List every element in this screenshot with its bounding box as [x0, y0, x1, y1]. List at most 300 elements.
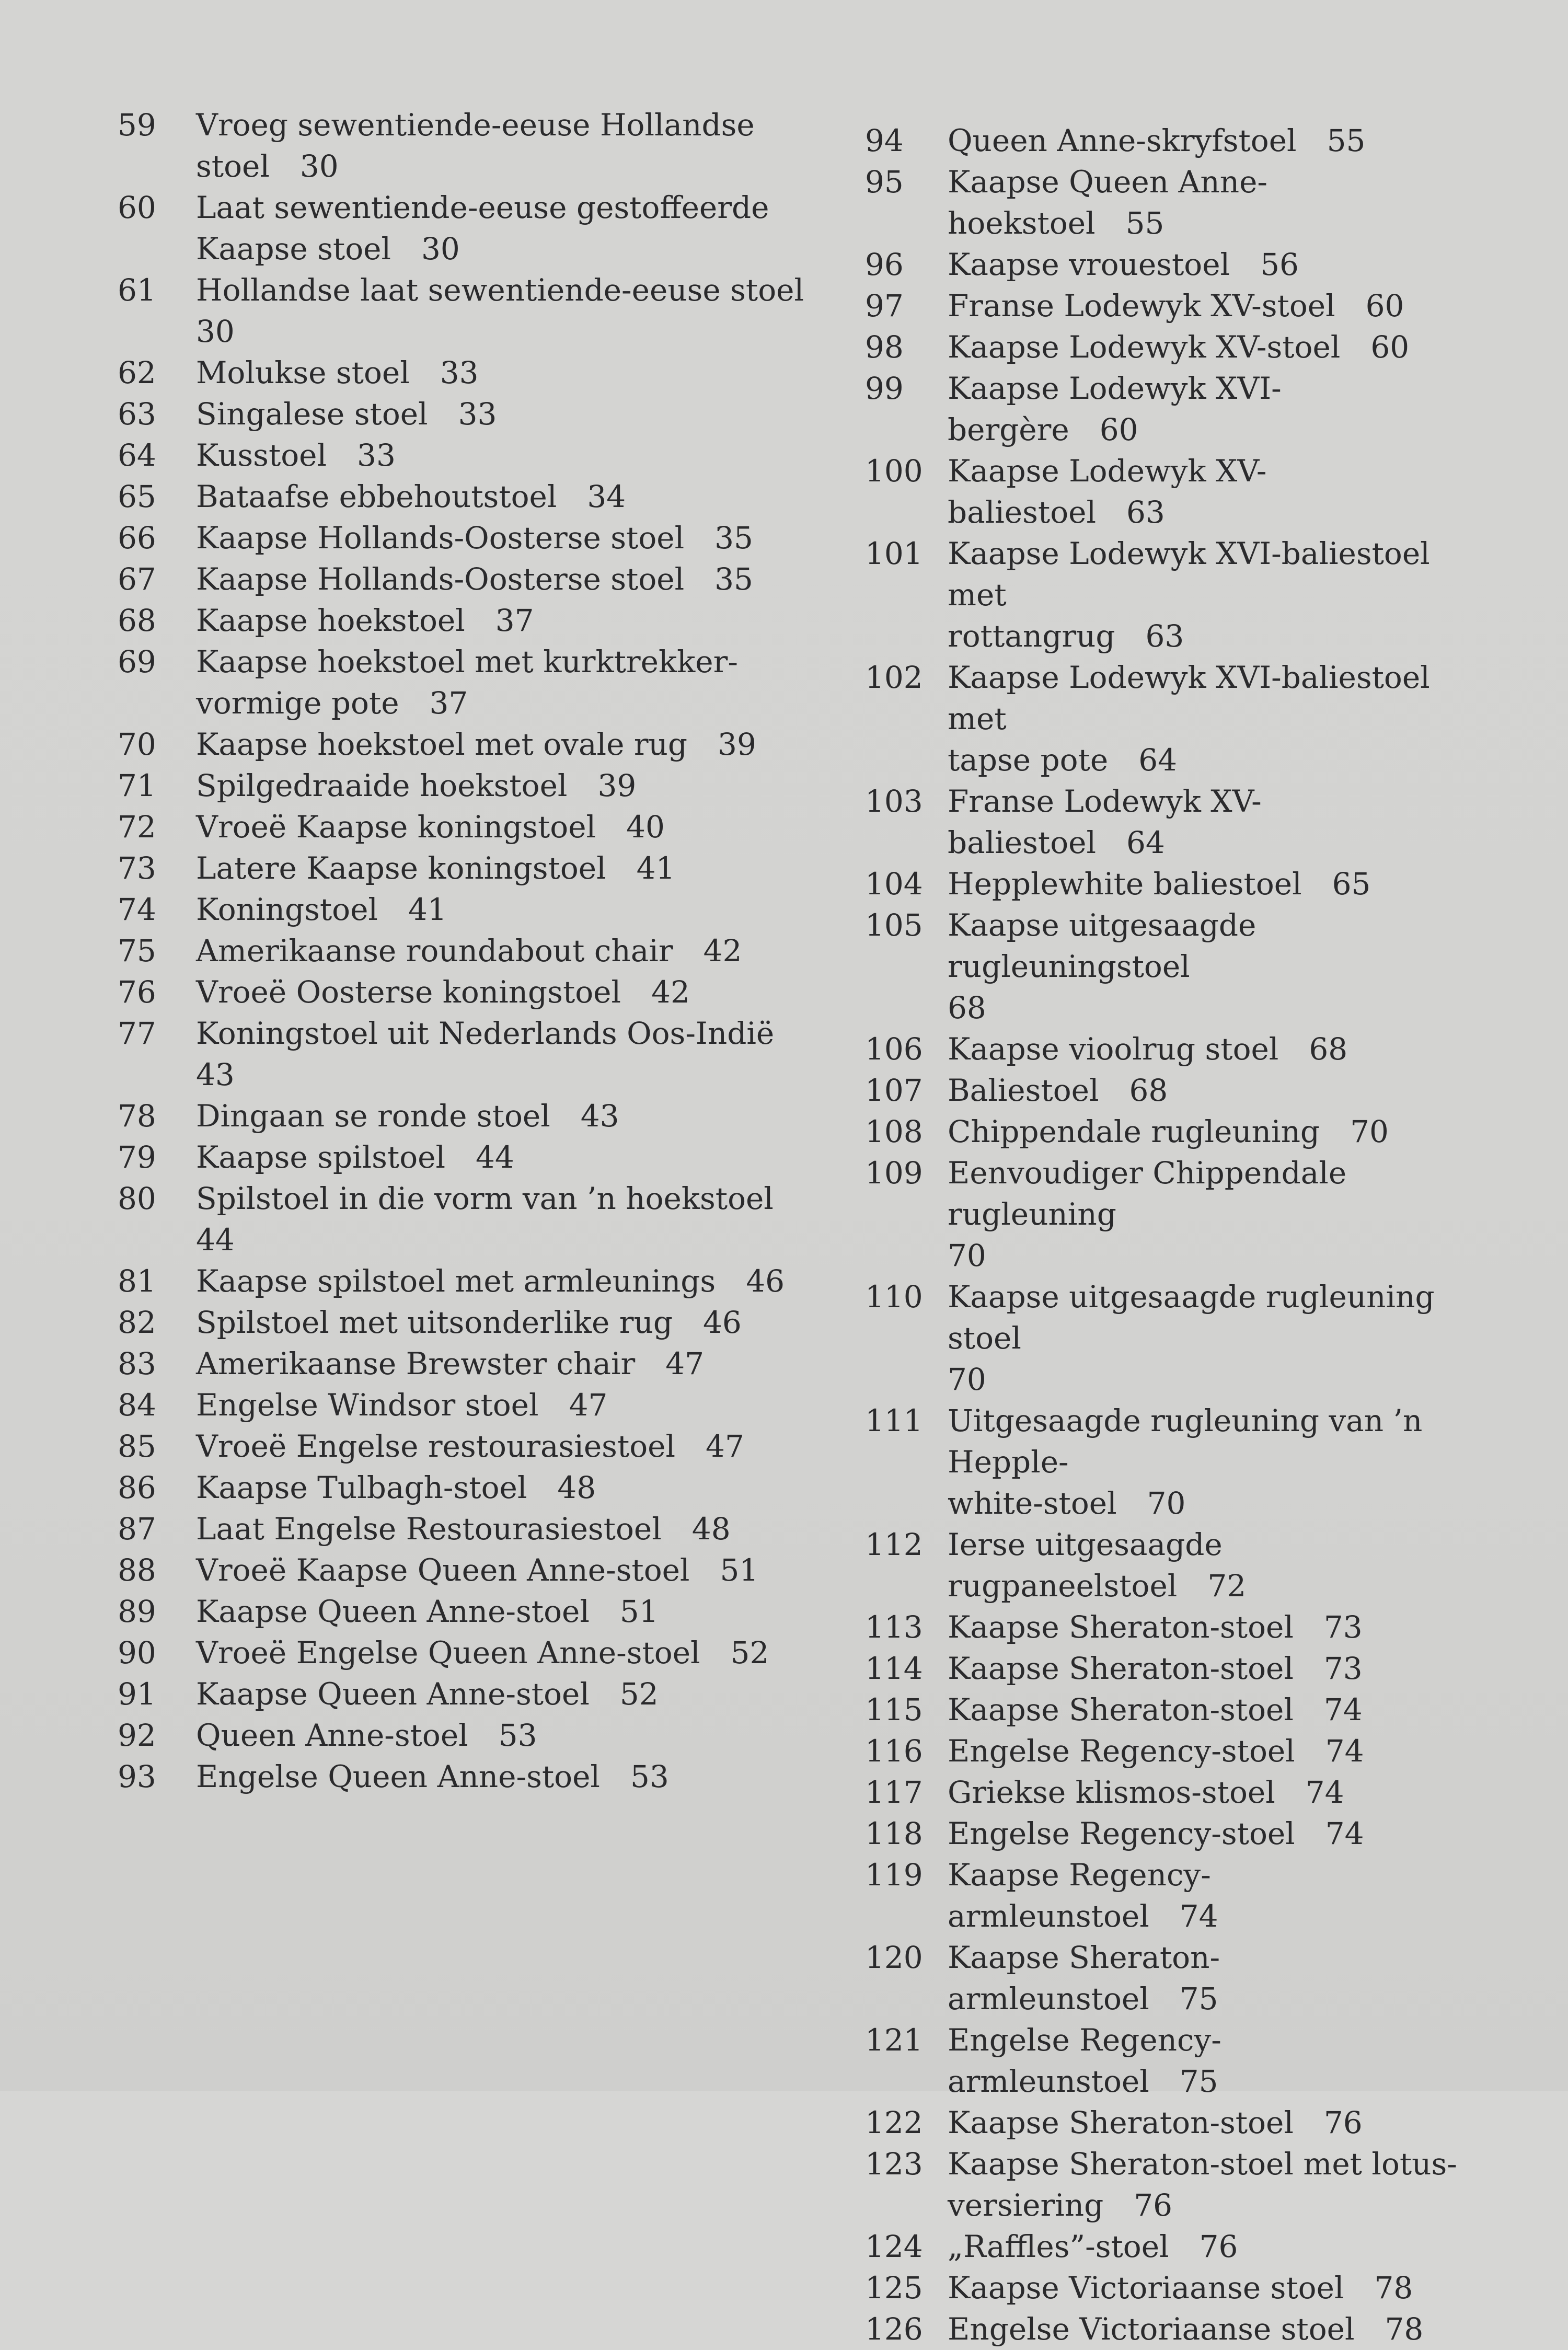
- entry-text: [196, 352, 808, 394]
- entry-number: 116: [865, 1733, 923, 1769]
- entry-title: Engelse Regency-stoel: [948, 1816, 1295, 1851]
- entry-text: [196, 1508, 808, 1550]
- entry-number: 122: [865, 2105, 923, 2140]
- index-entry: [865, 905, 1466, 1029]
- entry-title: Vroeë Kaapse koningstoel: [196, 809, 596, 845]
- entry-text: [948, 1772, 1466, 1813]
- entry-text: [948, 1813, 1466, 1854]
- index-entry: [865, 244, 1466, 285]
- entry-title: Griekse klismos-stoel: [948, 1775, 1275, 1810]
- entry-number: 114: [865, 1651, 923, 1686]
- entry-number: 86: [118, 1470, 156, 1505]
- entry-number: 66: [118, 520, 156, 556]
- entry-page-number: 43: [580, 1098, 619, 1134]
- entry-number: 95: [865, 164, 904, 200]
- entry-page-number: 39: [718, 727, 756, 762]
- entry-page-number: 75: [1179, 2064, 1218, 2099]
- entry-page-number: 64: [1138, 742, 1178, 778]
- entry-title: Molukse stoel: [196, 355, 410, 390]
- entry-title: Spilgedraaide hoekstoel: [196, 768, 568, 803]
- entry-text: [196, 1137, 808, 1178]
- entry-title: Bataafse ebbehoutstoel: [196, 479, 557, 514]
- entry-title: Hepplewhite baliestoel: [948, 866, 1302, 902]
- entry-text: [196, 476, 808, 517]
- entry-title: Kaapse Sheraton-armleunstoel: [948, 1940, 1220, 2017]
- entry-number: 62: [118, 355, 156, 390]
- index-entry: [118, 1756, 808, 1798]
- entry-page-number: 63: [1145, 618, 1184, 654]
- index-entry: [865, 2309, 1466, 2350]
- index-entry: [118, 1385, 808, 1426]
- index-entry: [865, 1854, 1466, 1937]
- entry-title: Kaapse Sheraton-stoel met lotus- versiering: [948, 2146, 1457, 2223]
- entry-text: [196, 641, 808, 724]
- entry-text: [948, 533, 1466, 657]
- entry-title: Vroeë Engelse Queen Anne-stoel: [196, 1635, 700, 1671]
- index-entry: [865, 285, 1466, 327]
- entry-page-number: 70: [948, 1362, 986, 1397]
- entry-number: 108: [865, 1114, 923, 1149]
- entry-page-number: 48: [691, 1511, 731, 1547]
- entry-number: 77: [118, 1016, 156, 1051]
- entry-text: [196, 1426, 808, 1467]
- entry-text: [948, 781, 1466, 863]
- entry-text: [196, 1096, 808, 1137]
- entry-page-number: 68: [1129, 1073, 1168, 1108]
- entry-text: [948, 2309, 1466, 2350]
- entry-title: Kaapse Sheraton-stoel: [948, 1609, 1294, 1645]
- entry-number: 111: [865, 1403, 923, 1438]
- entry-text: [948, 657, 1466, 781]
- entry-text: [196, 1261, 808, 1302]
- index-entry: [865, 1153, 1466, 1276]
- entry-page-number: 70: [1350, 1114, 1389, 1149]
- entry-text: [948, 1689, 1466, 1731]
- entry-text: [948, 451, 1466, 533]
- entry-title: Vroeë Engelse restourasiestoel: [196, 1429, 676, 1464]
- index-entry: [865, 781, 1466, 863]
- entry-page-number: 30: [299, 148, 339, 184]
- index-entry: [865, 1524, 1466, 1607]
- index-entry: [865, 162, 1466, 244]
- index-entry: [865, 1731, 1466, 1772]
- entry-title: Kaapse spilstoel: [196, 1139, 445, 1175]
- entry-page-number: 40: [626, 809, 665, 845]
- entry-text: [196, 517, 808, 559]
- index-entry: [865, 368, 1466, 451]
- entry-text: [948, 285, 1466, 327]
- index-entry: [865, 863, 1466, 905]
- entry-number: 101: [865, 536, 923, 571]
- entry-number: 63: [118, 396, 156, 432]
- entry-text: [196, 270, 808, 352]
- entry-title: Baliestoel: [948, 1073, 1099, 1108]
- entry-title: Kaapse hoekstoel met kurktrekker- vormige pote: [196, 644, 738, 721]
- index-entry: [865, 2226, 1466, 2267]
- entry-text: [948, 1607, 1466, 1648]
- entry-text: [948, 1029, 1466, 1070]
- entry-page-number: 55: [1125, 205, 1165, 241]
- entry-title: Uitgesaagde rugleuning van ’n Hepple- white-stoel: [948, 1403, 1423, 1521]
- entry-page-number: 52: [619, 1676, 659, 1712]
- index-entry: [865, 1689, 1466, 1731]
- entry-number: 105: [865, 907, 923, 943]
- entry-page-number: 51: [720, 1552, 759, 1588]
- entry-number: 119: [865, 1857, 923, 1893]
- index-entry: [865, 533, 1466, 657]
- entry-title: Kaapse Lodewyk XV-stoel: [948, 329, 1341, 365]
- entry-page-number: 42: [651, 974, 690, 1010]
- entry-number: 106: [865, 1031, 923, 1067]
- entry-title: „Raffles”-stoel: [948, 2229, 1169, 2264]
- entry-page-number: 37: [429, 685, 468, 721]
- entry-page-number: 65: [1332, 866, 1371, 902]
- entry-page-number: 33: [357, 437, 396, 473]
- entry-page-number: 73: [1323, 1609, 1363, 1645]
- entry-text: [948, 1070, 1466, 1111]
- entry-number: 69: [118, 644, 156, 679]
- entry-page-number: 74: [1179, 1898, 1218, 1934]
- entry-number: 100: [865, 453, 923, 489]
- entry-text: [196, 724, 808, 765]
- entry-page-number: 74: [1325, 1816, 1364, 1851]
- entry-number: 110: [865, 1279, 923, 1315]
- index-entry: [118, 724, 808, 765]
- entry-text: [196, 972, 808, 1013]
- entry-number: 99: [865, 371, 904, 406]
- entry-number: 117: [865, 1775, 923, 1810]
- entry-number: 120: [865, 1940, 923, 1975]
- index-entry: [865, 1400, 1466, 1524]
- index-entry: [865, 451, 1466, 533]
- entry-title: Amerikaanse roundabout chair: [196, 933, 673, 969]
- entry-title: Franse Lodewyk XV-stoel: [948, 288, 1335, 324]
- index-entry: [118, 1508, 808, 1550]
- index-entry: [118, 1550, 808, 1591]
- entry-number: 76: [118, 974, 156, 1010]
- entry-page-number: 30: [421, 231, 460, 267]
- entry-title: Kaapse Lodewyk XV-baliestoel: [948, 453, 1267, 530]
- entry-text: [196, 1550, 808, 1591]
- index-column-right: [865, 120, 1466, 2350]
- entry-page-number: 43: [196, 1057, 235, 1092]
- entry-text: [196, 1178, 808, 1261]
- entry-title: Spilstoel in die vorm van ’n hoekstoel: [196, 1181, 774, 1216]
- entry-number: 96: [865, 247, 904, 282]
- entry-page-number: 68: [1309, 1031, 1348, 1067]
- entry-number: 61: [118, 272, 156, 308]
- entry-title: Kaapse Lodewyk XVI-baliestoel met rottangrug: [948, 536, 1430, 654]
- entry-text: [948, 1276, 1466, 1400]
- entry-title: Kaapse spilstoel met armleunings: [196, 1263, 716, 1299]
- entry-page-number: 76: [1323, 2105, 1363, 2140]
- entry-title: Kaapse Lodewyk XVI-bergère: [948, 371, 1282, 447]
- entry-text: [196, 394, 808, 435]
- entry-number: 68: [118, 603, 156, 638]
- index-entry: [118, 435, 808, 476]
- index-entry: [118, 1137, 808, 1178]
- entry-page-number: 51: [619, 1594, 659, 1629]
- index-entry: [865, 2267, 1466, 2309]
- entry-text: [196, 889, 808, 930]
- entry-title: Laat Engelse Restourasiestoel: [196, 1511, 662, 1547]
- entry-text: [948, 2020, 1466, 2102]
- entry-title: Engelse Regency-armleunstoel: [948, 2022, 1221, 2099]
- entry-title: Eenvoudiger Chippendale rugleuning: [948, 1155, 1347, 1232]
- entry-number: 79: [118, 1139, 156, 1175]
- index-entry: [118, 1591, 808, 1632]
- entry-number: 115: [865, 1692, 923, 1727]
- entry-number: 126: [865, 2311, 923, 2347]
- entry-title: Kaapse Tulbagh-stoel: [196, 1470, 527, 1505]
- entry-text: [196, 105, 808, 187]
- entry-text: [948, 863, 1466, 905]
- entry-text: [948, 162, 1466, 244]
- index-entry: [118, 972, 808, 1013]
- entry-title: Koningstoel uit Nederlands Oos-Indië: [196, 1016, 775, 1051]
- entry-number: 83: [118, 1346, 156, 1381]
- entry-text: [948, 1153, 1466, 1276]
- index-entry: [118, 1632, 808, 1674]
- entry-page-number: 74: [1325, 1733, 1364, 1769]
- entry-text: [196, 600, 808, 641]
- entry-number: 87: [118, 1511, 156, 1547]
- entry-page-number: 60: [1370, 329, 1410, 365]
- index-entry: [118, 270, 808, 352]
- entry-number: 107: [865, 1073, 923, 1108]
- entry-page-number: 48: [557, 1470, 596, 1505]
- entry-page-number: 35: [714, 561, 753, 597]
- entry-number: 103: [865, 784, 923, 819]
- entry-title: Kaapse Hollands-Oosterse stoel: [196, 561, 685, 597]
- index-entry: [118, 1343, 808, 1385]
- index-entry: [865, 1937, 1466, 2020]
- entry-title: Kaapse Lodewyk XVI-baliestoel met tapse pote: [948, 660, 1430, 778]
- entry-page-number: 56: [1260, 247, 1299, 282]
- index-entry: [118, 1674, 808, 1715]
- index-entry: [118, 1467, 808, 1508]
- entry-number: 93: [118, 1759, 156, 1794]
- entry-page-number: 55: [1327, 123, 1366, 158]
- entry-number: 74: [118, 892, 156, 927]
- entry-text: [196, 1591, 808, 1632]
- entry-number: 123: [865, 2146, 923, 2182]
- entry-page-number: 47: [706, 1429, 744, 1464]
- entry-title: Kaapse Queen Anne-stoel: [196, 1594, 590, 1629]
- entry-title: Kaapse vrouestoel: [948, 247, 1230, 282]
- index-entry: [118, 641, 808, 724]
- entry-text: [948, 120, 1466, 162]
- entry-title: Engelse Queen Anne-stoel: [196, 1759, 600, 1794]
- entry-title: Chippendale rugleuning: [948, 1114, 1320, 1149]
- index-entry: [865, 1607, 1466, 1648]
- index-entry: [118, 1261, 808, 1302]
- index-entry: [118, 848, 808, 889]
- entry-page-number: 73: [1323, 1651, 1363, 1686]
- entry-title: Vroeë Oosterse koningstoel: [196, 974, 621, 1010]
- entry-page-number: 60: [1099, 412, 1138, 447]
- entry-number: 71: [118, 768, 156, 803]
- entry-title: Kaapse Hollands-Oosterse stoel: [196, 520, 685, 556]
- entry-text: [948, 2144, 1466, 2226]
- entry-title: Kaapse Sheraton-stoel: [948, 2105, 1294, 2140]
- entry-text: [196, 1632, 808, 1674]
- entry-number: 81: [118, 1263, 156, 1299]
- index-entry: [865, 1029, 1466, 1070]
- entry-page-number: 33: [440, 355, 479, 390]
- entry-title: Kaapse Victoriaanse stoel: [948, 2270, 1344, 2306]
- entry-number: 64: [118, 437, 156, 473]
- entry-page-number: 72: [1207, 1568, 1247, 1604]
- entry-title: Latere Kaapse koningstoel: [196, 850, 606, 886]
- entry-page-number: 52: [730, 1635, 769, 1671]
- entry-text: [948, 1111, 1466, 1153]
- index-entry: [865, 120, 1466, 162]
- entry-page-number: 41: [636, 850, 675, 886]
- entry-text: [196, 1302, 808, 1343]
- entry-title: Kaapse uitgesaagde rugleuningstoel: [948, 907, 1256, 984]
- entry-page-number: 33: [458, 396, 497, 432]
- entry-text: [196, 1715, 808, 1756]
- entry-text: [948, 1731, 1466, 1772]
- entry-title: Engelse Regency-stoel: [948, 1733, 1295, 1769]
- entry-text: [948, 327, 1466, 368]
- entry-page-number: 44: [196, 1222, 235, 1258]
- entry-text: [196, 187, 808, 270]
- entry-page-number: 44: [476, 1139, 514, 1175]
- entry-title: Kaapse uitgesaagde rugleuning stoel: [948, 1279, 1435, 1356]
- entry-text: [948, 1400, 1466, 1524]
- entry-number: 91: [118, 1676, 156, 1712]
- entry-text: [948, 368, 1466, 451]
- entry-text: [196, 435, 808, 476]
- index-entry: [118, 1178, 808, 1261]
- entry-title: Amerikaanse Brewster chair: [196, 1346, 636, 1381]
- entry-number: 70: [118, 727, 156, 762]
- entry-number: 75: [118, 933, 156, 969]
- index-entry: [118, 1096, 808, 1137]
- entry-text: [948, 2102, 1466, 2144]
- index-entry: [118, 105, 808, 187]
- entry-title: Kaapse Queen Anne-hoekstoel: [948, 164, 1268, 241]
- entry-number: 112: [865, 1527, 923, 1562]
- entry-page-number: 47: [569, 1387, 608, 1423]
- index-entry: [118, 1013, 808, 1096]
- entry-page-number: 78: [1385, 2311, 1424, 2347]
- entry-number: 88: [118, 1552, 156, 1588]
- entry-title: Vroeë Kaapse Queen Anne-stoel: [196, 1552, 690, 1588]
- entry-number: 109: [865, 1155, 923, 1191]
- entry-title: Hollandse laat sewentiende-eeuse stoel: [196, 272, 804, 308]
- entry-page-number: 30: [196, 314, 235, 349]
- entry-number: 97: [865, 288, 904, 324]
- index-entry: [118, 559, 808, 600]
- index-entry: [118, 889, 808, 930]
- entry-title: Vroeg sewentiende-eeuse Hollandse stoel: [196, 107, 755, 184]
- entry-page-number: 42: [703, 933, 742, 969]
- entry-page-number: 53: [630, 1759, 669, 1794]
- index-entry: [118, 394, 808, 435]
- entry-number: 73: [118, 850, 156, 886]
- entry-page-number: 35: [714, 520, 753, 556]
- entry-number: 60: [118, 190, 156, 225]
- index-entry: [118, 1302, 808, 1343]
- entry-number: 94: [865, 123, 904, 158]
- entry-text: [196, 1467, 808, 1508]
- entry-number: 85: [118, 1429, 156, 1464]
- entry-page-number: 76: [1199, 2229, 1238, 2264]
- entry-number: 92: [118, 1718, 156, 1753]
- index-column-left: [118, 105, 808, 1798]
- entry-title: Spilstoel met uitsonderlike rug: [196, 1305, 673, 1340]
- index-entry: [118, 600, 808, 641]
- index-entry: [865, 2144, 1466, 2226]
- index-entry: [865, 1648, 1466, 1689]
- entry-page-number: 41: [408, 892, 447, 927]
- entry-text: [196, 1385, 808, 1426]
- entry-text: [196, 1756, 808, 1798]
- entry-title: Engelse Windsor stoel: [196, 1387, 539, 1423]
- index-entry: [118, 187, 808, 270]
- entry-number: 118: [865, 1816, 923, 1851]
- entry-title: Kaapse vioolrug stoel: [948, 1031, 1279, 1067]
- index-entry: [865, 1111, 1466, 1153]
- entry-number: 113: [865, 1609, 923, 1645]
- entry-title: Kusstoel: [196, 437, 327, 473]
- entry-title: Kaapse Regency-armleunstoel: [948, 1857, 1211, 1934]
- entry-title: Kaapse hoekstoel met ovale rug: [196, 727, 688, 762]
- index-entry: [865, 1276, 1466, 1400]
- entry-text: [948, 2267, 1466, 2309]
- index-entry: [865, 2102, 1466, 2144]
- entry-title: Koningstoel: [196, 892, 378, 927]
- entry-text: [196, 559, 808, 600]
- entry-page-number: 64: [1126, 825, 1165, 860]
- entry-page-number: 34: [587, 479, 626, 514]
- entry-title: Laat sewentiende-eeuse gestoffeerde Kaapse stoel: [196, 190, 769, 267]
- entry-page-number: 47: [665, 1346, 705, 1381]
- entry-text: [948, 2226, 1466, 2267]
- entry-number: 90: [118, 1635, 156, 1671]
- entry-page-number: 70: [948, 1238, 986, 1273]
- index-entry: [118, 930, 808, 972]
- entry-title: Kaapse Queen Anne-stoel: [196, 1676, 590, 1712]
- entry-text: [196, 807, 808, 848]
- entry-number: 84: [118, 1387, 156, 1423]
- entry-number: 104: [865, 866, 923, 902]
- entry-page-number: 78: [1374, 2270, 1413, 2306]
- entry-title: Kaapse hoekstoel: [196, 603, 465, 638]
- entry-page-number: 53: [498, 1718, 537, 1753]
- entry-number: 67: [118, 561, 156, 597]
- entry-text: [948, 905, 1466, 1029]
- entry-page-number: 60: [1365, 288, 1404, 324]
- entry-page-number: 46: [702, 1305, 742, 1340]
- entry-number: 65: [118, 479, 156, 514]
- entry-text: [948, 1937, 1466, 2020]
- entry-page-number: 74: [1305, 1775, 1344, 1810]
- entry-text: [948, 1648, 1466, 1689]
- index-entry: [118, 1715, 808, 1756]
- entry-title: Kaapse Sheraton-stoel: [948, 1651, 1294, 1686]
- entry-number: 124: [865, 2229, 923, 2264]
- entry-text: [196, 765, 808, 807]
- entry-text: [196, 1343, 808, 1385]
- entry-page-number: 46: [746, 1263, 785, 1299]
- index-entry: [118, 1426, 808, 1467]
- index-entry: [865, 1813, 1466, 1854]
- entry-number: 125: [865, 2270, 923, 2306]
